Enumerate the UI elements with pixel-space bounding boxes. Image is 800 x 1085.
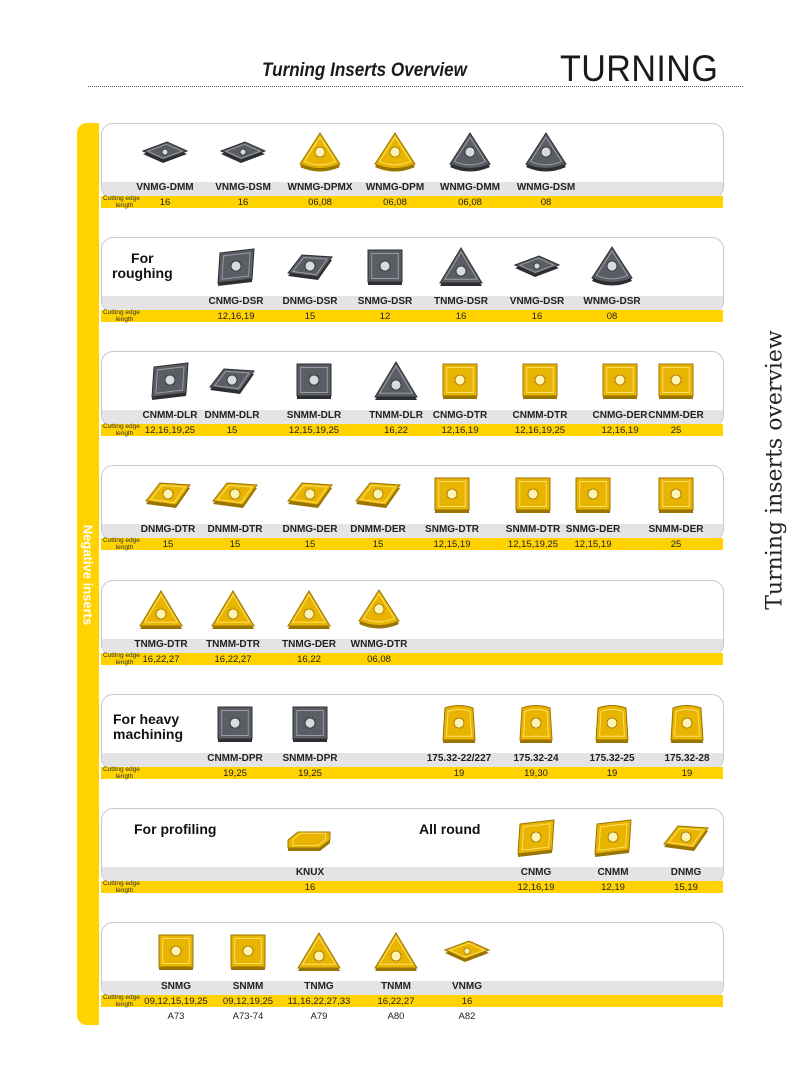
insert-name: VNMG-DMM [136, 182, 194, 193]
insert-image [370, 357, 422, 403]
edge-length-value: 16 [531, 311, 543, 322]
insert-name: WNMG-DPMX [287, 182, 353, 193]
insert-name: CNMG-DER [592, 410, 648, 421]
right-label: Turning inserts overview [762, 330, 788, 610]
edge-length-value: 12,15,19,25 [288, 425, 340, 436]
edge-length-label: Cutting edge length [103, 537, 140, 551]
insert-name: TNMG-DTR [134, 639, 188, 650]
insert-name: CNMG [520, 867, 552, 878]
edge-length-bar [101, 881, 723, 893]
insert-image [434, 357, 486, 403]
insert-image [284, 814, 336, 860]
row-heading: For roughing [112, 250, 173, 281]
insert-name: VNMG [452, 981, 482, 992]
insert-name: VNMG-DSM [215, 182, 271, 193]
page-reference: A82 [458, 1011, 476, 1022]
insert-name: SNMM-DLR [286, 410, 342, 421]
insert-image [139, 129, 191, 175]
insert-image [217, 129, 269, 175]
page-reference: A73 [167, 1011, 185, 1022]
insert-name: TNMG-DSR [434, 296, 488, 307]
insert-image [510, 814, 562, 860]
edge-length-value: 12,16,19 [217, 311, 255, 322]
insert-image [209, 700, 261, 746]
edge-length-value: 08 [606, 311, 618, 322]
edge-length-value: 16 [304, 882, 316, 893]
insert-name: KNUX [295, 867, 325, 878]
row-heading: For heavy machining [113, 711, 184, 742]
edge-length-value: 15,19 [674, 882, 698, 893]
insert-name: SNMG-DTR [425, 524, 479, 535]
insert-name: DNMG [670, 867, 702, 878]
insert-image [510, 700, 562, 746]
edge-length-value: 12 [379, 311, 391, 322]
edge-length-value: 19,25 [298, 768, 322, 779]
insert-image [144, 357, 196, 403]
insert-image [660, 814, 712, 860]
insert-name: WNMG-DTR [350, 639, 408, 650]
insert-name: TNMG-DER [282, 639, 336, 650]
edge-length-value: 16,22 [297, 654, 321, 665]
edge-length-value: 19,25 [223, 768, 247, 779]
edge-length-value: 11,16,22,27,33 [287, 996, 351, 1007]
page-title: Turning Inserts Overview [262, 60, 467, 81]
edge-length-value: 15 [229, 539, 241, 550]
insert-image [207, 586, 259, 632]
edge-length-value: 15 [304, 539, 316, 550]
edge-length-value: 16,22,27 [214, 654, 252, 665]
insert-image [353, 586, 405, 632]
row-heading: For profiling [134, 821, 217, 837]
insert-image [587, 814, 639, 860]
right-label-box [745, 320, 800, 620]
edge-length-value: 09,12,19,25 [222, 996, 274, 1007]
insert-name: 175.32-25 [589, 753, 635, 764]
edge-length-value: 12,15,19 [574, 539, 612, 550]
edge-length-label: Cutting edge length [103, 423, 140, 437]
insert-image [294, 129, 346, 175]
insert-name: 175.32-24 [513, 753, 559, 764]
insert-image [222, 928, 274, 974]
edge-length-value: 16 [237, 197, 249, 208]
edge-length-value: 15 [372, 539, 384, 550]
insert-name: TNMG [304, 981, 334, 992]
edge-length-value: 12,19 [601, 882, 625, 893]
edge-length-value: 16,22,27 [377, 996, 415, 1007]
page-reference: A79 [310, 1011, 328, 1022]
insert-image [594, 357, 646, 403]
sidebar-label: Negative inserts [80, 524, 96, 626]
insert-image [435, 243, 487, 289]
page-reference: A73-74 [232, 1011, 264, 1022]
insert-image [586, 243, 638, 289]
insert-name: CNMG-DTR [432, 410, 488, 421]
edge-length-value: 16 [461, 996, 473, 1007]
row-heading-2: All round [419, 821, 481, 837]
edge-length-bar [101, 310, 723, 322]
insert-name: WNMG-DMM [440, 182, 500, 193]
insert-image [441, 928, 493, 974]
insert-name: 175.32-28 [664, 753, 710, 764]
edge-length-bar [101, 538, 723, 550]
edge-length-label: Cutting edge length [103, 309, 140, 323]
insert-image [209, 471, 261, 517]
edge-length-value: 06,08 [367, 654, 391, 665]
edge-length-value: 12,16,19 [601, 425, 639, 436]
edge-length-value: 15 [162, 539, 174, 550]
edge-length-value: 09,12,15,19,25 [144, 996, 208, 1007]
insert-image [426, 471, 478, 517]
insert-image [288, 357, 340, 403]
insert-image [293, 928, 345, 974]
insert-name: SNMM [232, 981, 264, 992]
insert-name: CNMM [597, 867, 629, 878]
edge-length-value: 16,22 [384, 425, 408, 436]
insert-name: VNMG-DSR [509, 296, 565, 307]
insert-name: CNMM-DTR [512, 410, 568, 421]
insert-name: DNMM-DTR [207, 524, 263, 535]
insert-name: WNMG-DPM [365, 182, 425, 193]
insert-name: WNMG-DSM [516, 182, 576, 193]
insert-name: SNMG-DER [565, 524, 621, 535]
edge-length-value: 15 [226, 425, 238, 436]
section-title: TURNING [560, 48, 719, 89]
insert-name: CNMM-DER [648, 410, 704, 421]
insert-image [650, 471, 702, 517]
edge-length-value: 19 [606, 768, 618, 779]
edge-length-label: Cutting edge length [103, 880, 140, 894]
insert-image [520, 129, 572, 175]
row-panel [101, 580, 724, 656]
insert-name: SNMG-DSR [357, 296, 413, 307]
insert-name: SNMM-DTR [505, 524, 561, 535]
insert-image [352, 471, 404, 517]
edge-length-value: 06,08 [383, 197, 407, 208]
insert-name: DNMM-DER [350, 524, 406, 535]
insert-name: DNMG-DER [282, 524, 338, 535]
insert-name: DNMG-DTR [140, 524, 196, 535]
insert-name: CNMM-DPR [207, 753, 263, 764]
edge-length-label: Cutting edge length [103, 994, 140, 1008]
insert-name: SNMM-DPR [282, 753, 338, 764]
insert-image [284, 700, 336, 746]
edge-length-value: 12,15,19,25 [507, 539, 559, 550]
edge-length-label: Cutting edge length [103, 652, 140, 666]
insert-image [142, 471, 194, 517]
insert-image [284, 243, 336, 289]
insert-image [210, 243, 262, 289]
edge-length-value: 12,16,19 [441, 425, 479, 436]
edge-length-value: 25 [670, 539, 682, 550]
edge-length-value: 06,08 [458, 197, 482, 208]
edge-length-value: 16,22,27 [142, 654, 180, 665]
insert-image [661, 700, 713, 746]
edge-length-value: 12,15,19 [433, 539, 471, 550]
insert-name: TNMM [381, 981, 411, 992]
sidebar-label-box [77, 515, 99, 635]
insert-image [359, 243, 411, 289]
edge-length-value: 12,16,19,25 [144, 425, 196, 436]
row-name-strip [102, 867, 723, 881]
insert-image [370, 928, 422, 974]
insert-image [567, 471, 619, 517]
insert-image [206, 357, 258, 403]
insert-name: CNMG-DSR [208, 296, 264, 307]
edge-length-value: 15 [304, 311, 316, 322]
edge-length-value: 25 [670, 425, 682, 436]
page-reference: A80 [387, 1011, 405, 1022]
edge-length-bar [101, 653, 723, 665]
insert-image [650, 357, 702, 403]
insert-image [511, 243, 563, 289]
insert-image [433, 700, 485, 746]
insert-image [135, 586, 187, 632]
insert-image [507, 471, 559, 517]
edge-length-bar [101, 196, 723, 208]
header-divider [88, 86, 743, 87]
edge-length-label: Cutting edge length [103, 766, 140, 780]
edge-length-value: 19 [681, 768, 693, 779]
insert-image [444, 129, 496, 175]
insert-image [586, 700, 638, 746]
insert-name: SNMG [161, 981, 191, 992]
insert-image [150, 928, 202, 974]
insert-name: WNMG-DSR [583, 296, 641, 307]
insert-image [283, 586, 335, 632]
insert-name: SNMM-DER [648, 524, 704, 535]
edge-length-value: 19,30 [524, 768, 548, 779]
edge-length-value: 12,16,19,25 [514, 425, 566, 436]
edge-length-value: 12,16,19 [517, 882, 555, 893]
edge-length-bar [101, 767, 723, 779]
insert-image [514, 357, 566, 403]
edge-length-value: 08 [540, 197, 552, 208]
insert-name: CNMM-DLR [142, 410, 198, 421]
insert-name: TNMM-DLR [369, 410, 423, 421]
edge-length-value: 19 [453, 768, 465, 779]
edge-length-value: 06,08 [308, 197, 332, 208]
edge-length-value: 16 [455, 311, 467, 322]
edge-length-value: 16 [159, 197, 171, 208]
insert-name: DNMM-DLR [204, 410, 260, 421]
insert-name: 175.32-22/227 [426, 753, 492, 764]
row-name-strip [102, 981, 723, 995]
edge-length-label: Cutting edge length [103, 195, 140, 209]
insert-image [369, 129, 421, 175]
row-name-strip [102, 639, 723, 653]
insert-image [284, 471, 336, 517]
insert-name: TNMM-DTR [206, 639, 260, 650]
insert-name: DNMG-DSR [282, 296, 338, 307]
